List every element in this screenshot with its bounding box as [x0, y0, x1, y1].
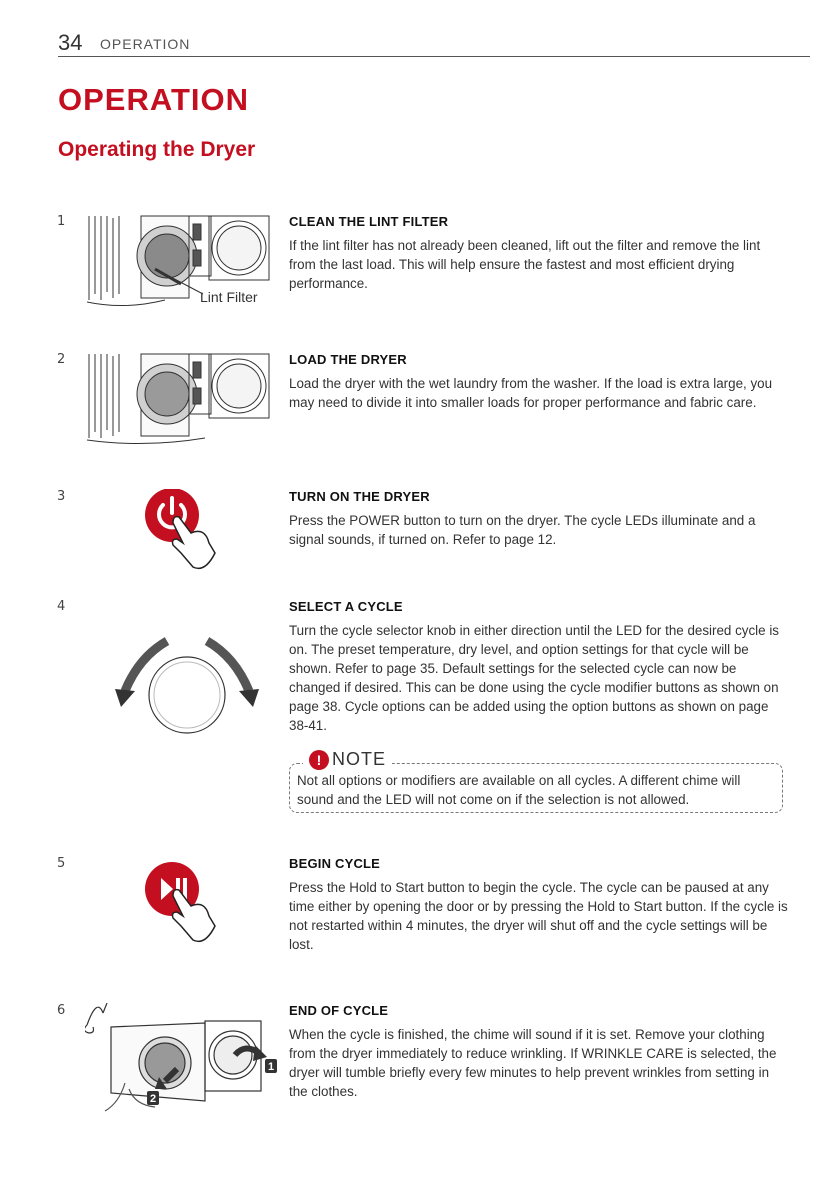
- section-subtitle: Operating the Dryer: [58, 138, 256, 161]
- dryer-load-illustration: [85, 352, 280, 452]
- step-number: 4: [57, 599, 66, 614]
- step-text: [289, 599, 789, 815]
- step-marker-1: 1: [267, 1061, 275, 1073]
- step-heading: TURN ON THE DRYER: [289, 489, 430, 504]
- step-heading: LOAD THE DRYER: [289, 352, 407, 367]
- page-number: 34: [58, 30, 83, 55]
- note-header: [303, 749, 392, 770]
- step-body: Press the Hold to Start button to begin the cycle. The cycle can be paused at any time either by opening the door or by pressing the Hold to Start button. If the cycle is not restarted within 4 minutes, the dryer will shut off and the cycle settings will be lost.: [289, 880, 788, 952]
- step-text: [289, 214, 789, 293]
- step-number: 5: [57, 856, 66, 871]
- music-note-icon: [85, 1003, 107, 1033]
- step-number: 3: [57, 489, 66, 504]
- step-text: [289, 489, 789, 549]
- step-body: Load the dryer with the wet laundry from the washer. If the load is extra large, you may need to divide it into smaller loads for proper performance and fabric care.: [289, 376, 773, 410]
- step-text: [289, 1003, 789, 1101]
- lint-filter-label: Lint Filter: [200, 289, 258, 305]
- dryer-lint-filter-illustration: [85, 214, 280, 314]
- note-text: Not all options or modifiers are available on all cycles. A different chime will sound and the LED will not come on if the selection is not allowed.: [297, 773, 741, 807]
- step-body: Press the POWER button to turn on the dryer. The cycle LEDs illuminate and a signal sounds, if turned on. Refer to page 12.: [289, 513, 756, 547]
- step-heading: SELECT A CYCLE: [289, 599, 403, 614]
- step-text: [289, 856, 789, 954]
- unload-dryer-illustration: [85, 1003, 280, 1118]
- step-body: Turn the cycle selector knob in either direction until the LED for the desired cycle is on. The preset temperature, dry level, and option settings for that cycle will be shown. Refer to page 35. Default settings for the selected cycle can now be changed if desired. This can be done using the cycle modifier buttons as shown on page 38. Cycle options can be added using the option buttons as shown on page 38-41.: [289, 623, 779, 733]
- page-title: OPERATION: [58, 82, 249, 117]
- power-button-press-illustration: [85, 489, 280, 579]
- section-label: OPERATION: [100, 36, 191, 52]
- step-heading: CLEAN THE LINT FILTER: [289, 214, 449, 229]
- step-number: 2: [57, 352, 66, 367]
- step-marker-2: 2: [149, 1093, 157, 1105]
- step-heading: BEGIN CYCLE: [289, 856, 381, 871]
- step-body: When the cycle is finished, the chime will sound if it is set. Remove your clothing from the dryer immediately to reduce wrinkling. If WRINKLE CARE is selected, the dryer will tumble briefly every few minutes to help prevent wrinkles from setting in the clothes.: [289, 1027, 777, 1099]
- note-title: NOTE: [332, 749, 387, 769]
- step-body: If the lint filter has not already been cleaned, lift out the filter and remove the lint from the last load. This will help ensure the fastest and most efficient drying performance.: [289, 238, 761, 291]
- step-heading: END OF CYCLE: [289, 1003, 389, 1018]
- start-button-press-illustration: [85, 856, 280, 951]
- page-header: [58, 30, 810, 57]
- step-number: 6: [57, 1003, 66, 1018]
- cycle-knob-rotate-illustration: [85, 635, 280, 760]
- exclamation-icon: !: [309, 750, 329, 770]
- step-text: [289, 352, 789, 412]
- step-number: 1: [57, 214, 66, 229]
- note-box: [289, 749, 785, 815]
